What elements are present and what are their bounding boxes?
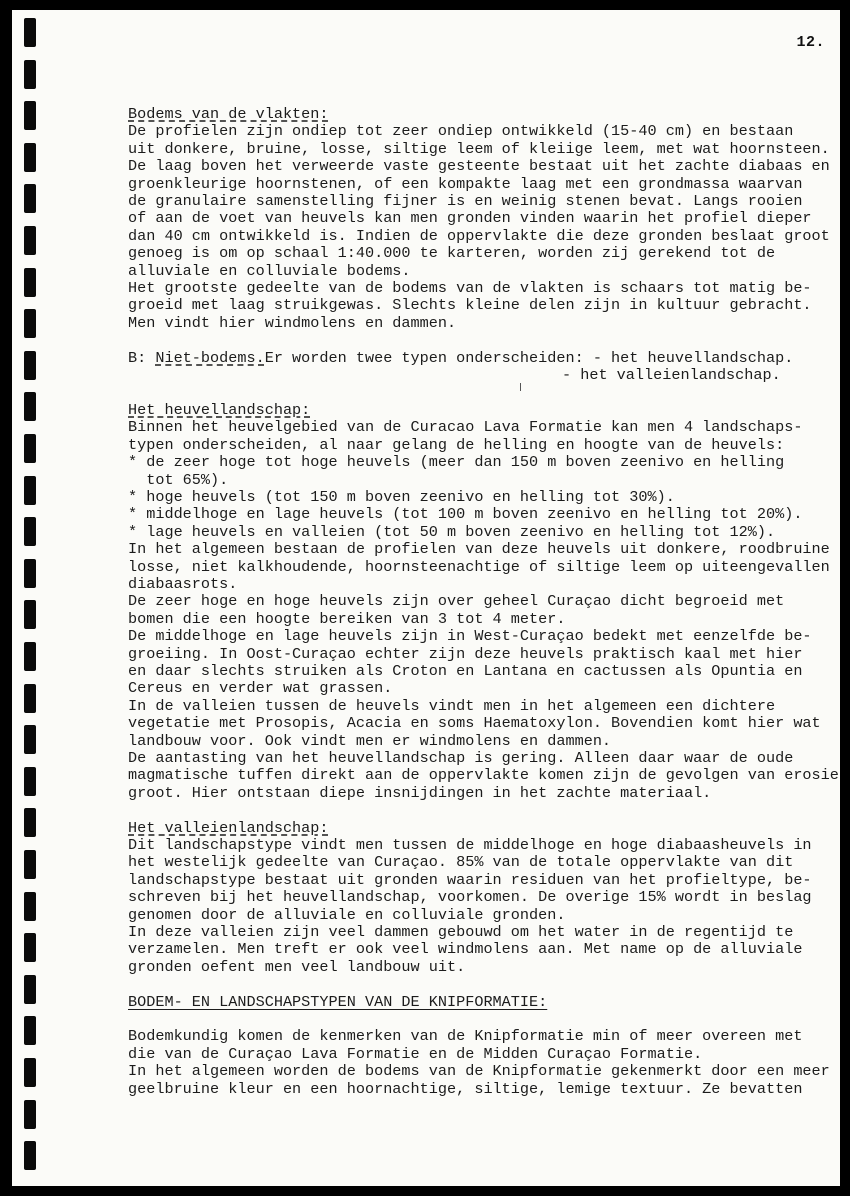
binder-hole bbox=[24, 184, 36, 213]
binder-hole bbox=[24, 226, 36, 255]
binder-hole bbox=[24, 351, 36, 380]
text-line: geelbruine kleur en een hoornachtige, siltige, lemige textuur. Ze bevatten bbox=[128, 1079, 803, 1098]
text-line: groenkleurige hoornstenen, of een kompakte laag met een grondmassa waarvan bbox=[128, 174, 803, 193]
text-line: verzamelen. Men treft er ook veel windmolens aan. Met name op de alluviale bbox=[128, 940, 803, 959]
text-line: Dit landschapstype vindt men tussen de middelhoge en hoge diabaasheuvels in bbox=[128, 836, 812, 855]
binder-hole bbox=[24, 767, 36, 796]
binder-hole bbox=[24, 309, 36, 338]
niet-bodems-line: - het valleienlandschap. bbox=[562, 366, 781, 385]
text-line: landbouw voor. Ook vindt men er windmolens en dammen. bbox=[128, 731, 612, 750]
text-line: diabaasrots. bbox=[128, 574, 238, 593]
binder-hole bbox=[24, 434, 36, 463]
text-line: Bodemkundig komen de kenmerken van de Knipformatie min of meer overeen met bbox=[128, 1027, 803, 1046]
binder-hole bbox=[24, 1058, 36, 1087]
binder-hole bbox=[24, 101, 36, 130]
text-line: Binnen het heuvelgebied van de Curacao Lava Formatie kan men 4 landschaps- bbox=[128, 418, 803, 437]
text-line: bomen die een hoogte bereiken van 3 tot 4 meter. bbox=[128, 609, 566, 628]
binder-hole bbox=[24, 600, 36, 629]
binder-holes bbox=[12, 10, 52, 1186]
section-heading: Bodems van de vlakten: bbox=[128, 105, 329, 123]
section-heading: Het valleienlandschap: bbox=[128, 818, 329, 837]
text-line: * de zeer hoge tot hoge heuvels (meer dan 150 m boven zeenivo en helling bbox=[128, 453, 785, 472]
binder-hole bbox=[24, 476, 36, 505]
text-line: genomen door de alluviale en colluviale gronden. bbox=[128, 905, 566, 924]
text-line: genoeg is om op schaal 1:40.000 te karteren, worden zij gerekend tot de bbox=[128, 244, 776, 263]
text-line: landschapstype bestaat uit gronden waarin residuen van het profieltype, be- bbox=[128, 870, 812, 889]
text-line: Cereus en verder wat grassen. bbox=[128, 679, 393, 698]
binder-hole bbox=[24, 725, 36, 754]
binder-hole bbox=[24, 60, 36, 89]
text-line: losse, niet kalkhoudende, hoornsteenachtige of siltige leem op uiteengevallen bbox=[128, 557, 830, 576]
niet-bodems-line: B: Niet-bodems.Er worden twee typen onderscheiden: - het heuvellandschap. bbox=[128, 348, 794, 367]
text-line: In het algemeen worden de bodems van de Knipformatie gekenmerkt door een meer bbox=[128, 1062, 830, 1081]
text-line: * middelhoge en lage heuvels (tot 100 m boven zeenivo en helling tot 20%). bbox=[128, 505, 803, 524]
text-line: magmatische tuffen direkt aan de oppervlakte komen zijn de gevolgen van erosie bbox=[128, 766, 839, 785]
binder-hole bbox=[24, 517, 36, 546]
binder-hole bbox=[24, 684, 36, 713]
binder-hole bbox=[24, 975, 36, 1004]
spacer bbox=[128, 976, 818, 993]
binder-hole bbox=[24, 1141, 36, 1170]
section-body bbox=[128, 122, 830, 332]
text-line: Het grootste gedeelte van de bodems van de vlakten is schaars tot matig be- bbox=[128, 279, 812, 298]
section-heading: BODEM- EN LANDSCHAPSTYPEN VAN DE KNIPFORMATIE: bbox=[128, 992, 548, 1011]
binder-hole bbox=[24, 933, 36, 962]
binder-hole bbox=[24, 143, 36, 172]
spacer bbox=[128, 384, 818, 401]
text-line: groeid met laag struikgewas. Slechts kleine delen zijn in kultuur gebracht. bbox=[128, 296, 812, 315]
text-line: In het algemeen bestaan de profielen van deze heuvels uit donkere, roodbruine bbox=[128, 540, 830, 559]
text-line: * hoge heuvels (tot 150 m boven zeenivo en helling tot 30%). bbox=[128, 487, 675, 506]
page-number: 12. bbox=[796, 34, 825, 51]
text-line: alluviale en colluviale bodems. bbox=[128, 261, 411, 280]
text-line: In deze valleien zijn veel dammen gebouwd om het water in de regentijd te bbox=[128, 923, 794, 942]
binder-hole bbox=[24, 268, 36, 297]
binder-hole bbox=[24, 808, 36, 837]
text-line: De middelhoge en lage heuvels zijn in West-Curaçao bedekt met eenzelfde be- bbox=[128, 627, 812, 646]
text-line: het westelijk gedeelte van Curaçao. 85% van de totale oppervlakte van dit bbox=[128, 853, 794, 872]
section-body bbox=[128, 837, 818, 976]
document-page bbox=[12, 10, 840, 1186]
binder-hole bbox=[24, 850, 36, 879]
binder-hole bbox=[24, 559, 36, 588]
section-body bbox=[128, 1027, 830, 1098]
text-line: dan 40 cm ontwikkeld is. Indien de oppervlakte die deze gronden beslaat groot bbox=[128, 226, 830, 245]
text-line: uit donkere, bruine, losse, siltige leem of kleiige leem, met wat hoornsteen. bbox=[128, 139, 830, 158]
text-line: die van de Curaçao Lava Formatie en de Midden Curaçao Formatie. bbox=[128, 1044, 703, 1063]
text-line: tot 65%). bbox=[128, 470, 229, 489]
text-line: of aan de voet van heuvels kan men gronden vinden waarin het profiel dieper bbox=[128, 209, 812, 228]
text-line: de granulaire samenstelling fijner is en weinig stenen bevat. Langs rooien bbox=[128, 192, 803, 211]
text-line: De profielen zijn ondiep tot zeer ondiep ontwikkeld (15-40 cm) en bestaan bbox=[128, 122, 794, 141]
binder-hole bbox=[24, 392, 36, 421]
text-line: De aantasting van het heuvellandschap is gering. Alleen daar waar de oude bbox=[128, 749, 794, 767]
spacer bbox=[128, 332, 818, 349]
text-line: * lage heuvels en valleien (tot 50 m boven zeenivo en helling tot 12%). bbox=[128, 522, 776, 541]
binder-hole bbox=[24, 642, 36, 671]
text-line: typen onderscheiden, al naar gelang de helling en hoogte van de heuvels: bbox=[128, 435, 785, 454]
text-line: Men vindt hier windmolens en dammen. bbox=[128, 313, 457, 332]
text-line: De zeer hoge en hoge heuvels zijn over geheel Curaçao dicht begroeid met bbox=[128, 592, 785, 611]
binder-hole bbox=[24, 1100, 36, 1129]
text-line: In de valleien tussen de heuvels vindt men in het algemeen een dichtere bbox=[128, 696, 776, 715]
binder-hole bbox=[24, 892, 36, 921]
text-line: groeiing. In Oost-Curaçao echter zijn deze heuvels praktisch kaal met hier bbox=[128, 644, 803, 663]
section-body bbox=[128, 418, 839, 802]
text-line: vegetatie met Prosopis, Acacia en soms Haematoxylon. Bovendien komt hier wat bbox=[128, 714, 821, 733]
section-heading: Het heuvellandschap: bbox=[128, 400, 311, 419]
spacer bbox=[128, 802, 818, 819]
document-body bbox=[128, 105, 839, 1098]
text-line: De laag boven het verweerde vaste gesteente bestaat uit het zachte diabaas en bbox=[128, 157, 830, 176]
text-line: en daar slechts struiken als Croton en Lantana en cactussen als Opuntia en bbox=[128, 661, 803, 680]
text-line: gronden oefent men veel landbouw uit. bbox=[128, 957, 466, 976]
binder-hole bbox=[24, 18, 36, 47]
binder-hole bbox=[24, 1016, 36, 1045]
spacer bbox=[128, 1011, 818, 1028]
text-line: schreven bij het heuvellandschap, voorkomen. De overige 15% wordt in beslag bbox=[128, 888, 812, 907]
text-line: groot. Hier ontstaan diepe insnijdingen in het zachte materiaal. bbox=[128, 783, 712, 802]
